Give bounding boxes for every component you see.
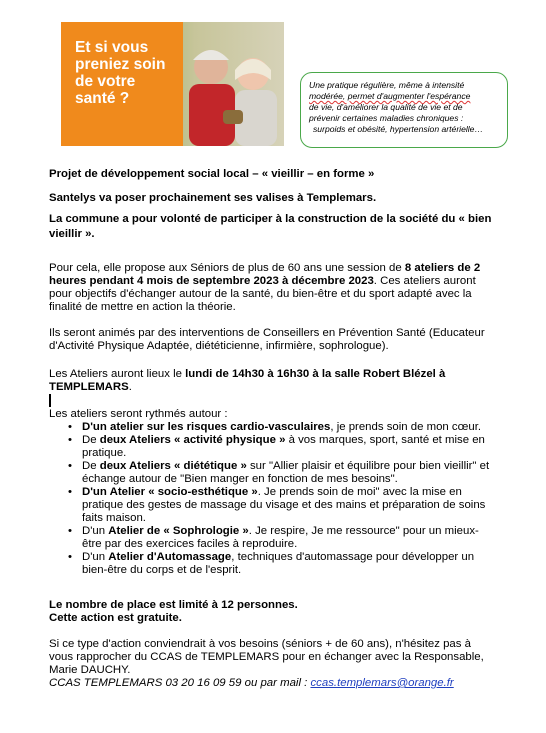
location-text: Les Ateliers auront lieux le	[49, 368, 186, 380]
intro-bold: 8 ateliers de 2	[404, 262, 481, 274]
atelier-text	[82, 525, 504, 538]
atelier-item	[49, 421, 504, 434]
atelier-title: deux Ateliers « diététique »	[99, 460, 247, 472]
callout-line-5: surpoids et obésité, hypertension artérielle…	[313, 124, 484, 134]
location-paragraph	[49, 368, 504, 394]
contact-text: vous rapprocher du CCAS de TEMPLEMARS pour en échanger avec la Responsable,	[49, 651, 484, 663]
intro-text: . Ces ateliers auront	[373, 275, 476, 287]
contact-text: Marie DAUCHY.	[49, 664, 131, 676]
atelier-text	[82, 551, 504, 564]
atelier-text: faits maison.	[82, 512, 146, 524]
location-text: .	[128, 381, 132, 393]
atelier-text: pratique.	[82, 447, 127, 459]
atelier-title: D'un Atelier « socio-esthétique »	[82, 486, 258, 498]
intro-paragraph	[49, 262, 504, 314]
atelier-text: sur "Allier plaisir et équilibre pour bien vieillir" et	[246, 460, 490, 472]
atelier-text: De	[82, 434, 100, 446]
atelier-title: deux Ateliers « activité physique »	[99, 434, 286, 446]
bullet-icon: •	[68, 525, 72, 537]
ateliers-list	[49, 421, 504, 577]
bullet-icon: •	[68, 486, 72, 498]
atelier-text: échange autour de "Bien manger en fonction de mes besoins".	[82, 473, 398, 485]
atelier-text: à vos marques, sport, santé et mise en	[285, 434, 485, 446]
atelier-title: Atelier d'Automassage	[108, 551, 232, 563]
atelier-title: Atelier de « Sophrologie »	[108, 525, 249, 537]
atelier-text	[82, 421, 504, 434]
intro-text: pour objectifs d'échanger autour de la santé, du bien-être et du sport adapté avec la	[49, 288, 472, 300]
bullet-icon: •	[68, 421, 72, 433]
intro-bold: heures pendant 4 mois de septembre 2023 à décembre 2023	[49, 275, 374, 287]
atelier-text: D'un	[82, 525, 109, 537]
atelier-text	[82, 486, 504, 499]
text-cursor	[49, 394, 51, 407]
banner-image	[61, 22, 284, 146]
commune-line: La commune a pour volonté de participer à la construction de la société du « bien vieillir ».	[49, 213, 492, 240]
project-title: Projet de développement social local – « vieillir – en forme »	[49, 168, 375, 180]
bullet-icon: •	[68, 551, 72, 563]
email-link[interactable]: ccas.templemars@orange.fr	[310, 677, 454, 689]
contact-phone: CCAS TEMPLEMARS 03 20 16 09 59 ou par mail :	[49, 677, 311, 689]
santelys-line: Santelys va poser prochainement ses valises à Templemars.	[49, 192, 377, 204]
atelier-text	[82, 434, 504, 447]
atelier-item	[49, 525, 504, 551]
callout-line-2: modérée, permet d'augmenter l'espérance	[309, 91, 471, 101]
animators-text: Ils seront animés par des interventions de Conseillers en Prévention Santé (Educateur	[49, 327, 485, 339]
animators-paragraph	[49, 327, 504, 353]
animators-text: d'Activité Physique Adaptée, diététicienne, infirmière, sophrologue).	[49, 340, 389, 352]
callout-box	[300, 72, 508, 148]
free-action: Cette action est gratuite.	[49, 612, 182, 624]
bullet-icon: •	[68, 460, 72, 472]
atelier-text: D'un	[82, 551, 109, 563]
atelier-item	[49, 551, 504, 577]
intro-text: Pour cela, elle propose aux Séniors de plus de 60 ans une session de	[49, 262, 405, 274]
callout-line-1: Une pratique régulière, même à intensité	[309, 80, 465, 90]
atelier-item	[49, 460, 504, 486]
callout-line-3: de vie, d'améliorer la qualité de vie et de	[309, 102, 463, 112]
callout-line-4: prévenir certaines maladies chroniques :	[309, 113, 464, 123]
bullet-icon: •	[68, 434, 72, 446]
atelier-text: , je prends soin de mon cœur.	[330, 421, 482, 433]
atelier-text	[82, 460, 504, 473]
contact-paragraph	[49, 638, 504, 690]
seniors-photo	[183, 22, 284, 146]
intro-text: finalité de mettre en action la théorie.	[49, 301, 236, 313]
atelier-text: , techniques d'automassage pour développer un	[231, 551, 475, 563]
contact-text: Si ce type d'action conviendrait à vos besoins (séniors + de 60 ans), n'hésitez pas à	[49, 638, 471, 650]
atelier-text: . Je respire, Je me ressource" pour un mieux-	[248, 525, 479, 537]
banner-slogan: Et si vous preniez soin de votre santé ?	[75, 39, 166, 107]
places-limit: Le nombre de place est limité à 12 personnes.	[49, 599, 298, 611]
atelier-text: être par des exercices faciles à reproduire.	[82, 538, 298, 550]
atelier-title: D'un atelier sur les risques cardio-vasculaires	[82, 421, 331, 433]
atelier-text: De	[82, 460, 100, 472]
atelier-item	[49, 434, 504, 460]
atelier-text: pratique des gestes de massage du visage et des mains et préparation de soins	[82, 499, 486, 511]
atelier-text: bien-être du corps et de l'esprit.	[82, 564, 242, 576]
location-bold: lundi de 14h30 à 16h30 à la salle Robert Blézel à	[185, 368, 446, 380]
atelier-item	[49, 486, 504, 525]
location-bold: TEMPLEMARS	[49, 381, 129, 393]
ateliers-lead: Les ateliers seront rythmés autour :	[49, 408, 228, 420]
atelier-text: . Je prends soin de moi" avec la mise en	[257, 486, 462, 498]
